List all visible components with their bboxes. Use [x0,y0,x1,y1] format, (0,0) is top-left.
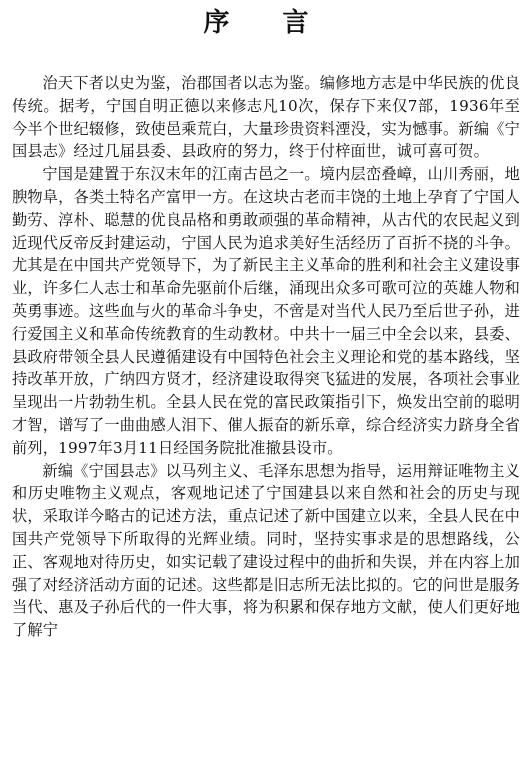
paragraph-3: 新编《宁国县志》以马列主义、毛泽东思想为指导，运用辩证唯物主义和历史唯物主义观点，客观地记述了宁国建县以来自然和社会的历史与现状，采取详今略古的记述方法，重点记述了新中国建立以来，全县人民在中国共产党领导下所取得的光辉业绩。同时，坚持实事求是的思想路线，公正、客观地对待历史，如实记载了建设过程中的曲折和失误，并在内容上加强了对经济活动方面的记述。这些都是旧志所无法比拟的。它的问世是服务当代、惠及子孙后代的一件大事，将为积累和保存地方文献，使人们更好地了解宁 [12,461,520,640]
body-text [12,72,520,642]
paragraph-1: 治天下者以史为鉴，治郡国者以志为鉴。编修地方志是中华民族的优良传统。据考，宁国自明正德以来修志凡10次，保存下来仅7部，1936年至今半个世纪辍修，致使邑乘荒白，大量珍贵资料湮没，实为憾事。新编《宁国县志》经过几届县委、县政府的努力，终于付梓面世，诚可喜可贺。 [12,74,520,161]
page-title: 序 言 [203,8,331,38]
paragraph-2: 宁国是建置于东汉末年的江南古邑之一。境内层峦叠嶂，山川秀丽，地腴物阜，各类土特名产富甲一方。在这块古老而丰饶的土地上孕育了宁国人勤劳、淳朴、聪慧的优良品格和勇敢顽强的革命精神，从古代的农民起义到近现代反帝反封建运动，宁国人民为追求美好生活经历了百折不挠的斗争。尤其是在中国共产党领导下，为了新民主主义革命的胜利和社会主义建设事业，许多仁人志士和革命先驱前仆后继，涌现出众多可歌可泣的英雄人物和英勇事迹。这些血与火的革命斗争史，不啻是对当代人民乃至后世子孙，进行爱国主义和革命传统教育的生动教材。中共十一届三中全会以来，县委、县政府带领全县人民遵循建设有中国特色社会主义理论和党的基本路线，坚持改革开放，广纳四方贤才，经济建设取得突飞猛进的发展，各项社会事业呈现出一片勃勃生机。全县人民在党的富民政策指引下，焕发出空前的聪明才智，谱写了一曲曲感人泪下、催人振奋的新乐章，综合经济实力跻身全省前列，1997年3月11日经国务院批准撤县设市。 [12,165,520,457]
